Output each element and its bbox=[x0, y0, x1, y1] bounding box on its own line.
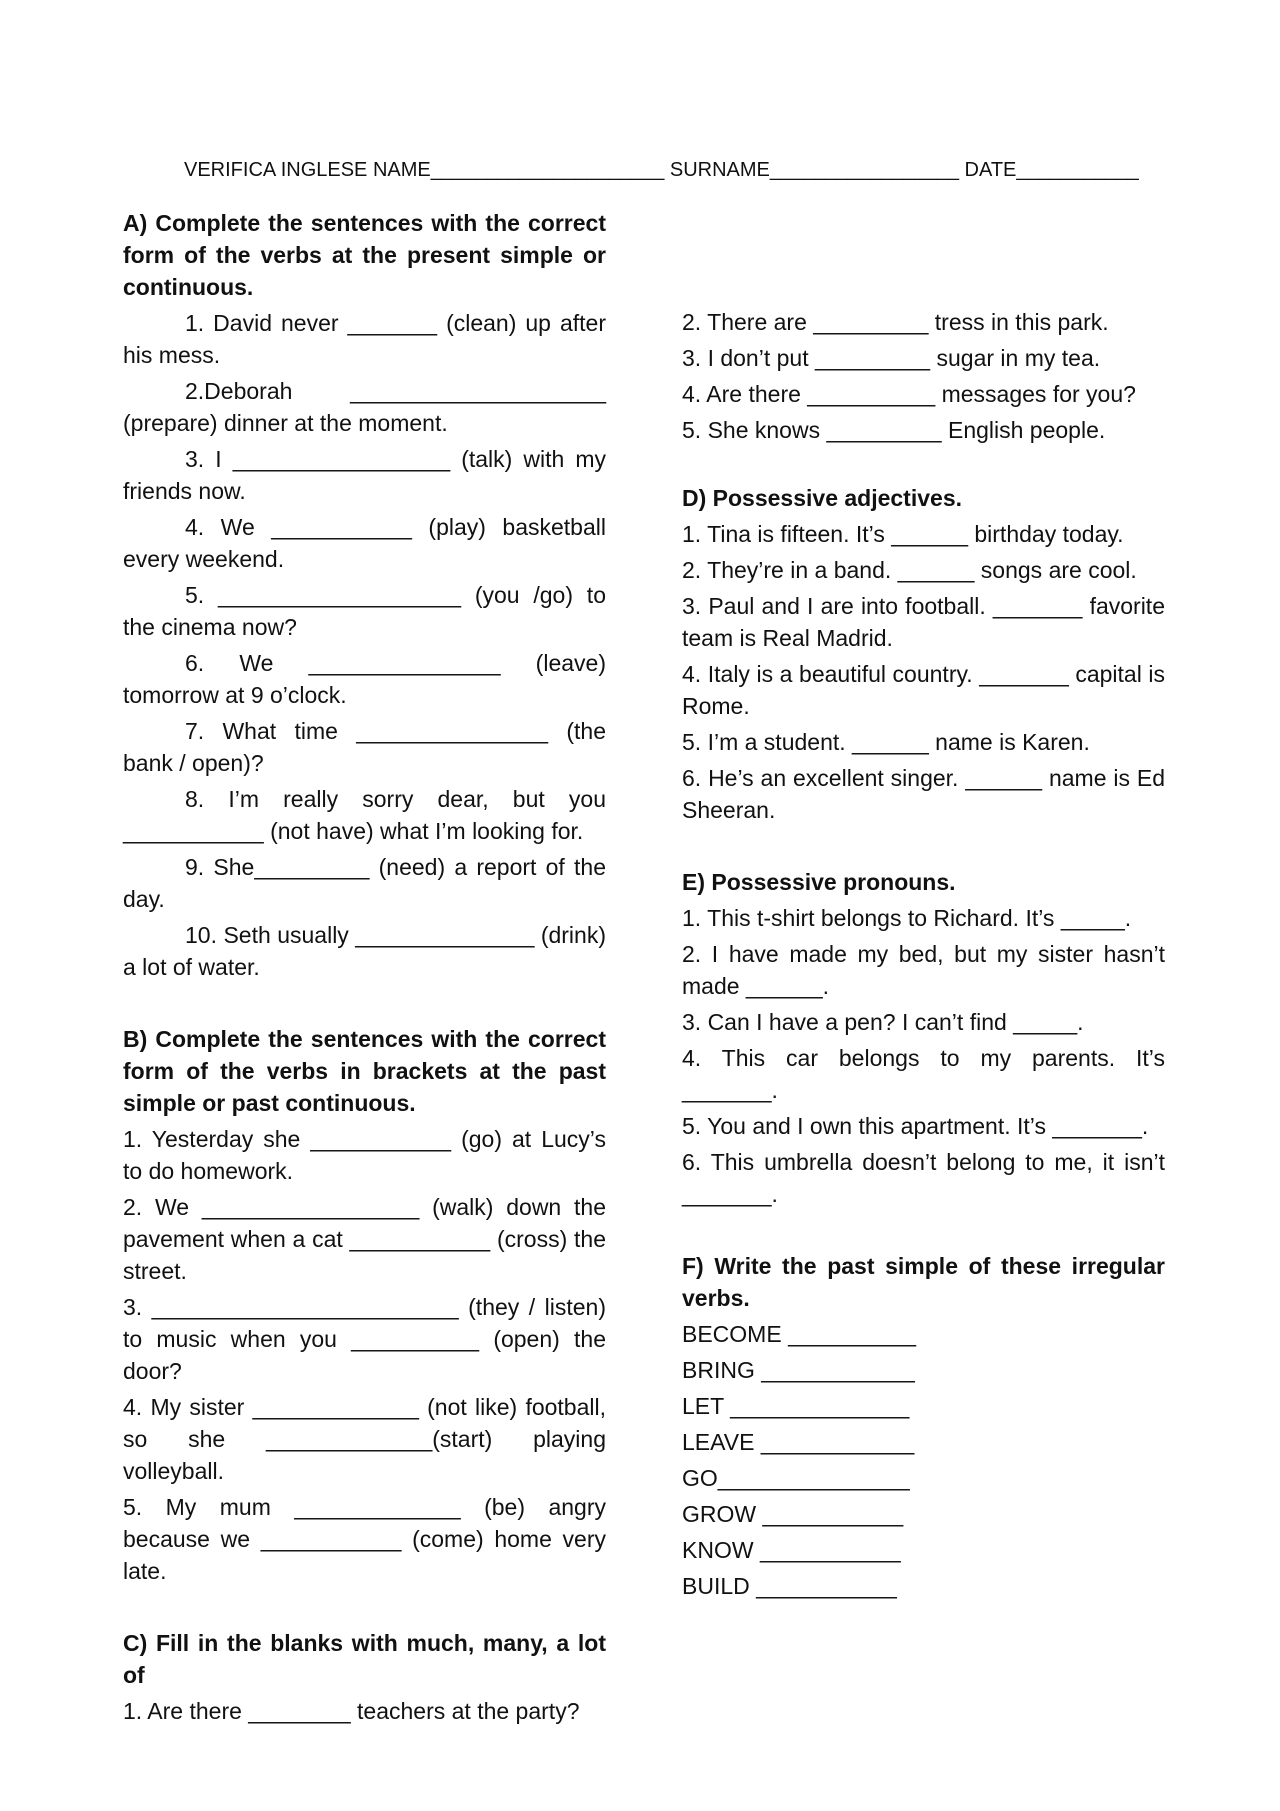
section-c-item: 1. Are there ________ teachers at the party? bbox=[123, 1698, 580, 1724]
section-d-item: 5. I’m a student. ______ name is Karen. bbox=[682, 729, 1090, 755]
section-e-item: 4. This car belongs to my parents. It’s _______. bbox=[682, 1045, 1165, 1103]
spacer bbox=[682, 450, 1165, 482]
section-a-item: 9. She_________ (need) a report of the day. bbox=[123, 854, 606, 912]
header-line: VERIFICA INGLESE NAME_____________________ SURNAME_________________ DATE___________ bbox=[184, 159, 1139, 181]
section-e-item: 1. This t-shirt belongs to Richard. It’s _____. bbox=[682, 905, 1132, 931]
section-a-heading: A) Complete the sentences with the correct form of the verbs at the present simple or continuous. bbox=[123, 210, 606, 300]
section-d-item: 4. Italy is a beautiful country. _______ capital is Rome. bbox=[682, 661, 1165, 719]
section-f-item: LET ______________ bbox=[682, 1393, 910, 1419]
section-b-item: 3. ________________________ (they / listen) to music when you __________ (open) the door? bbox=[123, 1294, 606, 1384]
section-c-heading: C) Fill in the blanks with much, many, a lot of bbox=[123, 1630, 606, 1688]
section-b-item: 1. Yesterday she ___________ (go) at Lucy’s to do homework. bbox=[123, 1126, 606, 1184]
section-c-item: 3. I don’t put _________ sugar in my tea. bbox=[682, 345, 1101, 371]
spacer bbox=[123, 987, 606, 1023]
section-e-item: 5. You and I own this apartment. It’s _______. bbox=[682, 1113, 1149, 1139]
section-d-item: 6. He’s an excellent singer. ______ name is Ed Sheeran. bbox=[682, 765, 1165, 823]
section-e-heading: E) Possessive pronouns. bbox=[682, 869, 956, 895]
section-f-item: GROW ___________ bbox=[682, 1501, 904, 1527]
section-f-item: BUILD ___________ bbox=[682, 1573, 897, 1599]
section-e-item: 3. Can I have a pen? I can’t find _____. bbox=[682, 1009, 1084, 1035]
left-column bbox=[123, 207, 606, 1731]
section-a-item: 8. I’m really sorry dear, but you ___________ (not have) what I’m looking for. bbox=[123, 786, 606, 844]
section-b-item: 5. My mum _____________ (be) angry because we ___________ (come) home very late. bbox=[123, 1494, 606, 1584]
spacer bbox=[682, 1214, 1165, 1250]
section-c-item: 4. Are there __________ messages for you? bbox=[682, 381, 1136, 407]
spacer bbox=[682, 830, 1165, 866]
section-d-heading: D) Possessive adjectives. bbox=[682, 485, 962, 511]
section-e-item: 2. I have made my bed, but my sister hasn’t made ______. bbox=[682, 941, 1165, 999]
section-f-heading: F) Write the past simple of these irregular verbs. bbox=[682, 1253, 1165, 1311]
section-f-item: KNOW ___________ bbox=[682, 1537, 901, 1563]
section-a-item: 7. What time _______________ (the bank / open)? bbox=[123, 718, 606, 776]
section-a-item: 10. Seth usually ______________ (drink) a lot of water. bbox=[123, 922, 606, 980]
section-d-item: 2. They’re in a band. ______ songs are cool. bbox=[682, 557, 1137, 583]
section-b-item: 4. My sister _____________ (not like) football, so she _____________(start) playing volleyball. bbox=[123, 1394, 606, 1484]
section-e-item: 6. This umbrella doesn’t belong to me, it isn’t _______. bbox=[682, 1149, 1165, 1207]
section-c-item: 2. There are _________ tress in this park. bbox=[682, 309, 1109, 335]
section-a-item: 5. ___________________ (you /go) to the cinema now? bbox=[123, 582, 606, 640]
section-a-item: 3. I _________________ (talk) with my friends now. bbox=[123, 446, 606, 504]
section-d-item: 1. Tina is fifteen. It’s ______ birthday today. bbox=[682, 521, 1124, 547]
section-a-item: 6. We _______________ (leave) tomorrow at 9 o’clock. bbox=[123, 650, 606, 708]
section-b-item: 2. We _________________ (walk) down the pavement when a cat ___________ (cross) the street. bbox=[123, 1194, 606, 1284]
spacer bbox=[123, 1591, 606, 1627]
section-a-item: 1. David never _______ (clean) up after his mess. bbox=[123, 310, 606, 368]
section-f-item: BRING ____________ bbox=[682, 1357, 915, 1383]
right-column bbox=[682, 306, 1165, 1606]
section-f-item: BECOME __________ bbox=[682, 1321, 916, 1347]
section-d-item: 3. Paul and I are into football. _______ favorite team is Real Madrid. bbox=[682, 593, 1165, 651]
section-a-item: 4. We ___________ (play) basketball every weekend. bbox=[123, 514, 606, 572]
section-f-item: LEAVE ____________ bbox=[682, 1429, 915, 1455]
section-f-item: GO_______________ bbox=[682, 1465, 910, 1491]
section-c-item: 5. She knows _________ English people. bbox=[682, 417, 1106, 443]
section-b-heading: B) Complete the sentences with the correct form of the verbs in brackets at the past simple or past continuous. bbox=[123, 1026, 606, 1116]
section-a-item: 2.Deborah ____________________ (prepare) dinner at the moment. bbox=[123, 378, 606, 436]
